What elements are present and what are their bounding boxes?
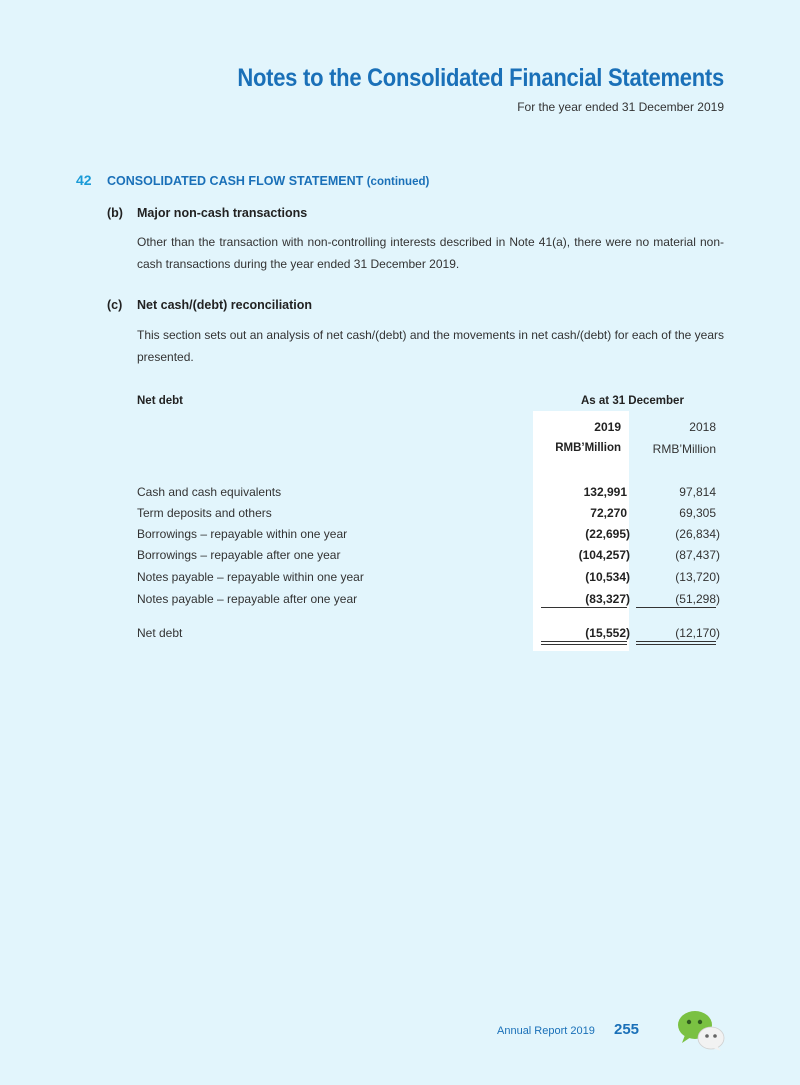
section-continued: (continued)	[366, 176, 430, 188]
total-double-rule-2019-bottom	[541, 644, 627, 645]
table-cell-2018: (51,298)	[675, 592, 720, 606]
table-cell-2019: (22,695)	[585, 527, 630, 541]
table-cell-2018: (13,720)	[675, 570, 720, 584]
table-cell-2018: (26,834)	[675, 527, 720, 541]
section-title	[107, 174, 429, 188]
table-row-label: Borrowings – repayable within one year	[137, 527, 348, 541]
table-cell-2018: (87,437)	[675, 548, 720, 562]
table-cell-2019: (104,257)	[578, 548, 630, 562]
page-subtitle: For the year ended 31 December 2019	[517, 100, 724, 114]
column-unit-2018: RMB’Million	[652, 442, 716, 456]
table-cell-2019: 72,270	[590, 506, 627, 520]
subsection-b-text: Other than the transaction with non-controlling interests described in Note 41(a), there were no material non-cash transactions during the year ended 31 December 2019.	[137, 235, 724, 271]
subsection-b-letter: (b)	[107, 206, 123, 220]
table-cell-2019: (10,534)	[585, 570, 630, 584]
table-row-label: Borrowings – repayable after one year	[137, 548, 341, 562]
table-cell-2019: 132,991	[583, 485, 627, 499]
table-cell-2019: (83,327)	[585, 592, 630, 606]
subsection-c-text: This section sets out an analysis of net cash/(debt) and the movements in net cash/(debt) for each of the years presented.	[137, 328, 724, 364]
page-number: 255	[614, 1021, 640, 1038]
table-total-2018: (12,170)	[675, 626, 720, 640]
table-cell-2018: 97,814	[679, 485, 716, 499]
total-double-rule-2019-top	[541, 641, 627, 642]
subtotal-rule-2018	[636, 607, 716, 608]
section-title-text: CONSOLIDATED CASH FLOW STATEMENT	[107, 174, 364, 188]
subsection-c-letter: (c)	[107, 298, 123, 312]
subtotal-rule-2019	[541, 607, 627, 608]
table-row-label: Cash and cash equivalents	[137, 485, 282, 499]
total-double-rule-2018-top	[636, 641, 716, 642]
section-number: 42	[76, 172, 92, 188]
table-heading-left: Net debt	[137, 395, 183, 407]
column-header-2018: 2018	[689, 420, 716, 434]
table-row-label: Term deposits and others	[137, 506, 272, 520]
column-header-2019: 2019	[594, 420, 621, 434]
table-row-label: Notes payable – repayable within one year	[137, 570, 364, 584]
page-title: Notes to the Consolidated Financial Statements	[237, 64, 724, 92]
table-heading-right: As at 31 December	[581, 395, 684, 407]
table-row-label: Notes payable – repayable after one year	[137, 592, 358, 606]
table-total-label: Net debt	[137, 626, 183, 640]
wechat-logo-icon	[677, 1010, 725, 1052]
column-unit-2019: RMB’Million	[555, 442, 621, 454]
footer-report-title: Annual Report 2019	[497, 1025, 595, 1037]
table-total-2019: (15,552)	[585, 626, 630, 640]
subsection-c-title: Net cash/(debt) reconciliation	[137, 298, 313, 312]
total-double-rule-2018-bottom	[636, 644, 716, 645]
subsection-b-title: Major non-cash transactions	[137, 206, 308, 220]
table-cell-2018: 69,305	[679, 506, 716, 520]
